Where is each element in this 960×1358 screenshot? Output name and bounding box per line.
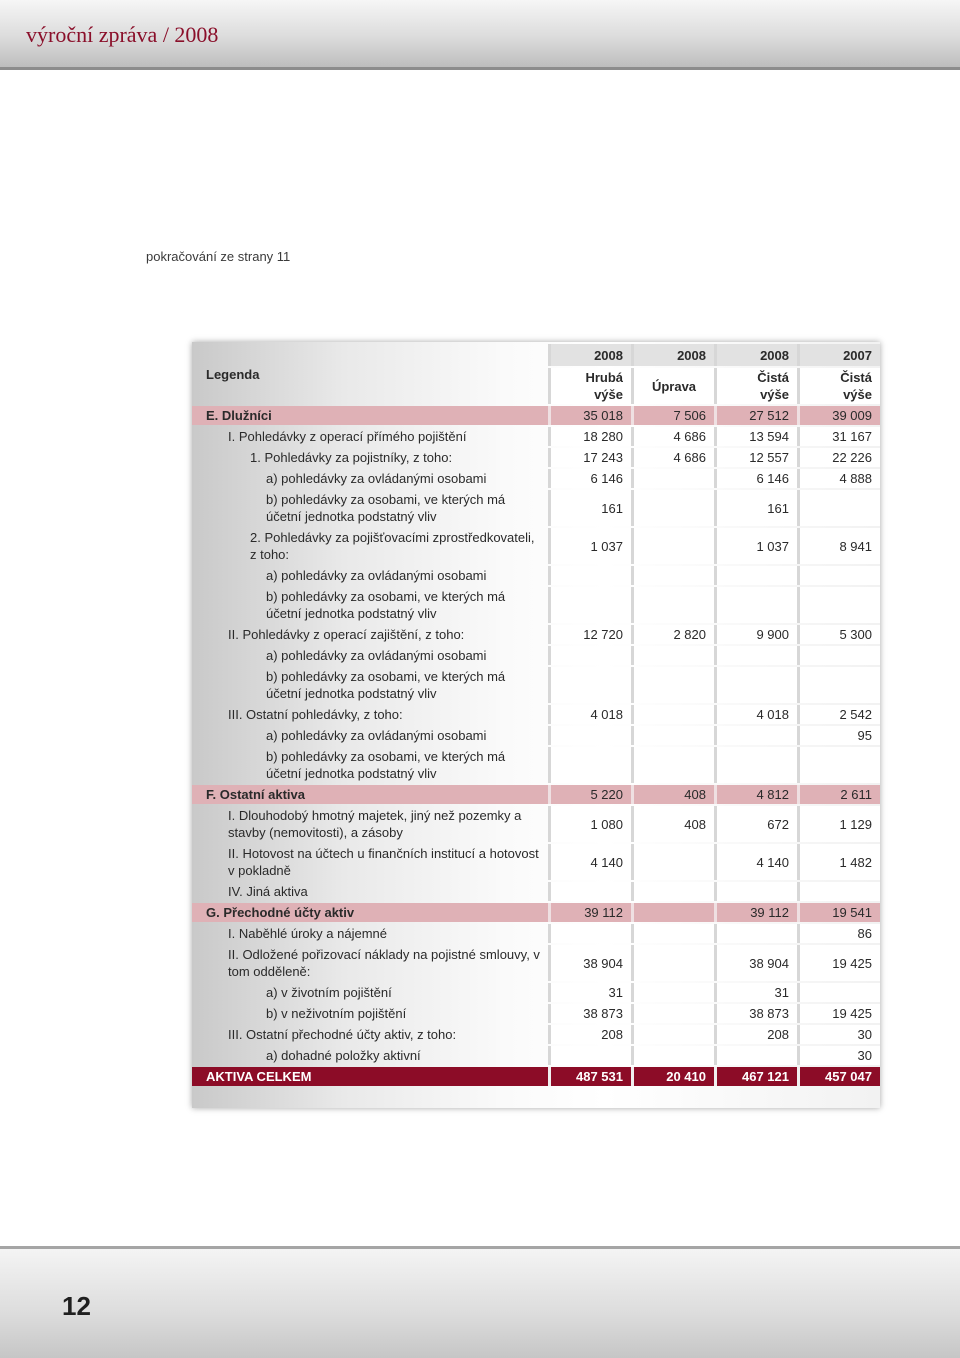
row-label: II. Pohledávky z operací zajištění, z toho: [228, 627, 465, 642]
value-cell [714, 726, 797, 745]
value-cell: 5 220 [548, 785, 631, 804]
row-label: a) pohledávky za ovládanými osobami [266, 471, 487, 486]
row-label: F. Ostatní aktiva [192, 785, 548, 804]
value-cell: 39 009 [797, 406, 880, 425]
year-header: 2007 [797, 344, 880, 366]
value-cell: 4 888 [797, 469, 880, 488]
value-cell [714, 587, 797, 623]
value-cell [631, 566, 714, 585]
value-cell: 8 941 [797, 528, 880, 564]
column-header: Hrubá výše [548, 368, 631, 404]
year-header: 2008 [714, 344, 797, 366]
value-cell: 31 [714, 983, 797, 1002]
table-row [192, 469, 880, 488]
row-label: I. Dlouhodobý hmotný majetek, jiný než pozemky a stavby (nemovitosti), a zásoby [228, 808, 522, 840]
table-row [192, 587, 880, 623]
row-label: III. Ostatní přechodné účty aktiv, z toho: [228, 1027, 457, 1042]
continuation-note: pokračování ze strany 11 [146, 249, 291, 264]
value-cell: 4 812 [714, 785, 797, 804]
value-cell: 2 611 [797, 785, 880, 804]
value-cell [631, 747, 714, 783]
legend-label: Legenda [206, 366, 260, 382]
row-label: b) pohledávky za osobami, ve kterých má účetní jednotka podstatný vliv [266, 589, 506, 621]
table-row [192, 448, 880, 467]
table-row [192, 747, 880, 783]
value-cell: 7 506 [631, 406, 714, 425]
value-cell [631, 667, 714, 703]
column-header: Čistá výše [714, 368, 797, 404]
value-cell [631, 903, 714, 922]
page-footer [0, 1246, 960, 1358]
row-label: b) v neživotním pojištění [266, 1006, 407, 1021]
value-cell: 408 [631, 806, 714, 842]
row-label: IV. Jiná aktiva [228, 884, 308, 899]
value-cell: 467 121 [714, 1067, 797, 1086]
value-cell: 487 531 [548, 1067, 631, 1086]
table-row [192, 646, 880, 665]
value-cell: 38 904 [548, 945, 631, 981]
value-cell: 1 129 [797, 806, 880, 842]
value-cell [631, 882, 714, 901]
value-cell [631, 726, 714, 745]
table-row [192, 490, 880, 526]
column-header: Úprava [631, 368, 714, 404]
value-cell: 672 [714, 806, 797, 842]
value-cell: 1 037 [548, 528, 631, 564]
value-cell [631, 1004, 714, 1023]
row-label: a) pohledávky za ovládanými osobami [266, 728, 487, 743]
value-cell: 38 873 [548, 1004, 631, 1023]
value-cell [797, 882, 880, 901]
value-cell [797, 490, 880, 526]
table-row [192, 726, 880, 745]
value-cell [797, 566, 880, 585]
value-cell: 4 018 [548, 705, 631, 724]
value-cell: 2 820 [631, 625, 714, 644]
table-row [192, 945, 880, 981]
page-header [0, 0, 960, 70]
year-header-row [192, 344, 880, 366]
row-label: 1. Pohledávky za pojistníky, z toho: [250, 450, 453, 465]
value-cell [548, 726, 631, 745]
table-row [192, 1025, 880, 1044]
table-row [192, 528, 880, 564]
value-cell [548, 924, 631, 943]
column-header: Čistá výše [797, 368, 880, 404]
value-cell: 19 425 [797, 945, 880, 981]
table-row [192, 903, 880, 922]
value-cell: 1 037 [714, 528, 797, 564]
value-cell [631, 924, 714, 943]
value-cell: 1 080 [548, 806, 631, 842]
value-cell [548, 587, 631, 623]
value-cell [548, 882, 631, 901]
value-cell: 20 410 [631, 1067, 714, 1086]
value-cell [631, 490, 714, 526]
row-label: II. Hotovost na účtech u finančních institucí a hotovost v pokladně [228, 846, 539, 878]
value-cell: 19 541 [797, 903, 880, 922]
value-cell: 1 482 [797, 844, 880, 880]
value-cell: 30 [797, 1046, 880, 1065]
value-cell: 161 [714, 490, 797, 526]
value-cell: 9 900 [714, 625, 797, 644]
value-cell: 208 [714, 1025, 797, 1044]
value-cell [714, 646, 797, 665]
row-label: II. Odložené pořizovací náklady na pojistné smlouvy, v tom odděleně: [228, 947, 540, 979]
row-label: I. Pohledávky z operací přímého pojištění [228, 429, 467, 444]
value-cell [797, 646, 880, 665]
value-cell: 39 112 [714, 903, 797, 922]
value-cell: 4 018 [714, 705, 797, 724]
row-label: b) pohledávky za osobami, ve kterých má účetní jednotka podstatný vliv [266, 492, 506, 524]
value-cell: 95 [797, 726, 880, 745]
table-row [192, 844, 880, 880]
value-cell: 2 542 [797, 705, 880, 724]
value-cell: 6 146 [548, 469, 631, 488]
value-cell: 38 873 [714, 1004, 797, 1023]
value-cell: 6 146 [714, 469, 797, 488]
value-cell: 22 226 [797, 448, 880, 467]
table-row [192, 625, 880, 644]
header-title: výroční zpráva / 2008 [26, 22, 219, 47]
value-cell [548, 1046, 631, 1065]
value-cell: 161 [548, 490, 631, 526]
value-cell: 86 [797, 924, 880, 943]
value-cell [797, 587, 880, 623]
value-cell: 27 512 [714, 406, 797, 425]
value-cell [714, 566, 797, 585]
value-cell [797, 983, 880, 1002]
value-cell [797, 667, 880, 703]
value-cell [548, 747, 631, 783]
value-cell [714, 924, 797, 943]
table-row [192, 1004, 880, 1023]
value-cell [631, 844, 714, 880]
value-cell: 18 280 [548, 427, 631, 446]
value-cell: 39 112 [548, 903, 631, 922]
value-cell: 30 [797, 1025, 880, 1044]
table-row [192, 667, 880, 703]
value-cell: 19 425 [797, 1004, 880, 1023]
value-cell: 4 140 [714, 844, 797, 880]
year-header: 2008 [631, 344, 714, 366]
row-label: b) pohledávky za osobami, ve kterých má účetní jednotka podstatný vliv [266, 749, 506, 781]
value-cell [548, 667, 631, 703]
value-cell: 4 140 [548, 844, 631, 880]
table-row [192, 1067, 880, 1086]
value-cell [631, 587, 714, 623]
value-cell [714, 667, 797, 703]
value-cell [631, 1046, 714, 1065]
row-label: III. Ostatní pohledávky, z toho: [228, 707, 403, 722]
value-cell: 13 594 [714, 427, 797, 446]
value-cell [631, 1025, 714, 1044]
value-cell [548, 646, 631, 665]
value-cell: 38 904 [714, 945, 797, 981]
table-row [192, 566, 880, 585]
value-cell: 35 018 [548, 406, 631, 425]
value-cell [631, 945, 714, 981]
value-cell [548, 566, 631, 585]
value-cell: 12 720 [548, 625, 631, 644]
page-number: 12 [62, 1291, 91, 1321]
value-cell: 12 557 [714, 448, 797, 467]
value-cell [714, 1046, 797, 1065]
value-cell [797, 747, 880, 783]
value-cell: 5 300 [797, 625, 880, 644]
value-cell: 408 [631, 785, 714, 804]
table-row [192, 806, 880, 842]
row-label: a) dohadné položky aktivní [266, 1048, 421, 1063]
row-label: a) v životním pojištění [266, 985, 392, 1000]
table-row [192, 1046, 880, 1065]
value-cell: 31 167 [797, 427, 880, 446]
value-cell: 208 [548, 1025, 631, 1044]
value-cell: 457 047 [797, 1067, 880, 1086]
table-row [192, 705, 880, 724]
value-cell [714, 882, 797, 901]
row-label: G. Přechodné účty aktiv [192, 903, 548, 922]
table-row [192, 983, 880, 1002]
value-cell [631, 528, 714, 564]
row-label: b) pohledávky za osobami, ve kterých má účetní jednotka podstatný vliv [266, 669, 506, 701]
row-label: E. Dlužníci [192, 406, 548, 425]
table-row [192, 924, 880, 943]
row-label: a) pohledávky za ovládanými osobami [266, 648, 487, 663]
value-cell [631, 646, 714, 665]
table-row [192, 785, 880, 804]
table-row [192, 427, 880, 446]
row-label: AKTIVA CELKEM [192, 1067, 548, 1086]
table-row [192, 882, 880, 901]
year-header: 2008 [548, 344, 631, 366]
row-label: I. Naběhlé úroky a nájemné [228, 926, 387, 941]
row-label: a) pohledávky za ovládanými osobami [266, 568, 487, 583]
value-cell [631, 705, 714, 724]
value-cell: 4 686 [631, 427, 714, 446]
table-row [192, 406, 880, 425]
value-cell: 4 686 [631, 448, 714, 467]
value-cell [631, 469, 714, 488]
value-cell [631, 983, 714, 1002]
balance-table [192, 342, 880, 1088]
value-cell [714, 747, 797, 783]
row-label: 2. Pohledávky za pojišťovacími zprostředkovateli, z toho: [250, 530, 535, 562]
value-cell: 17 243 [548, 448, 631, 467]
value-cell: 31 [548, 983, 631, 1002]
